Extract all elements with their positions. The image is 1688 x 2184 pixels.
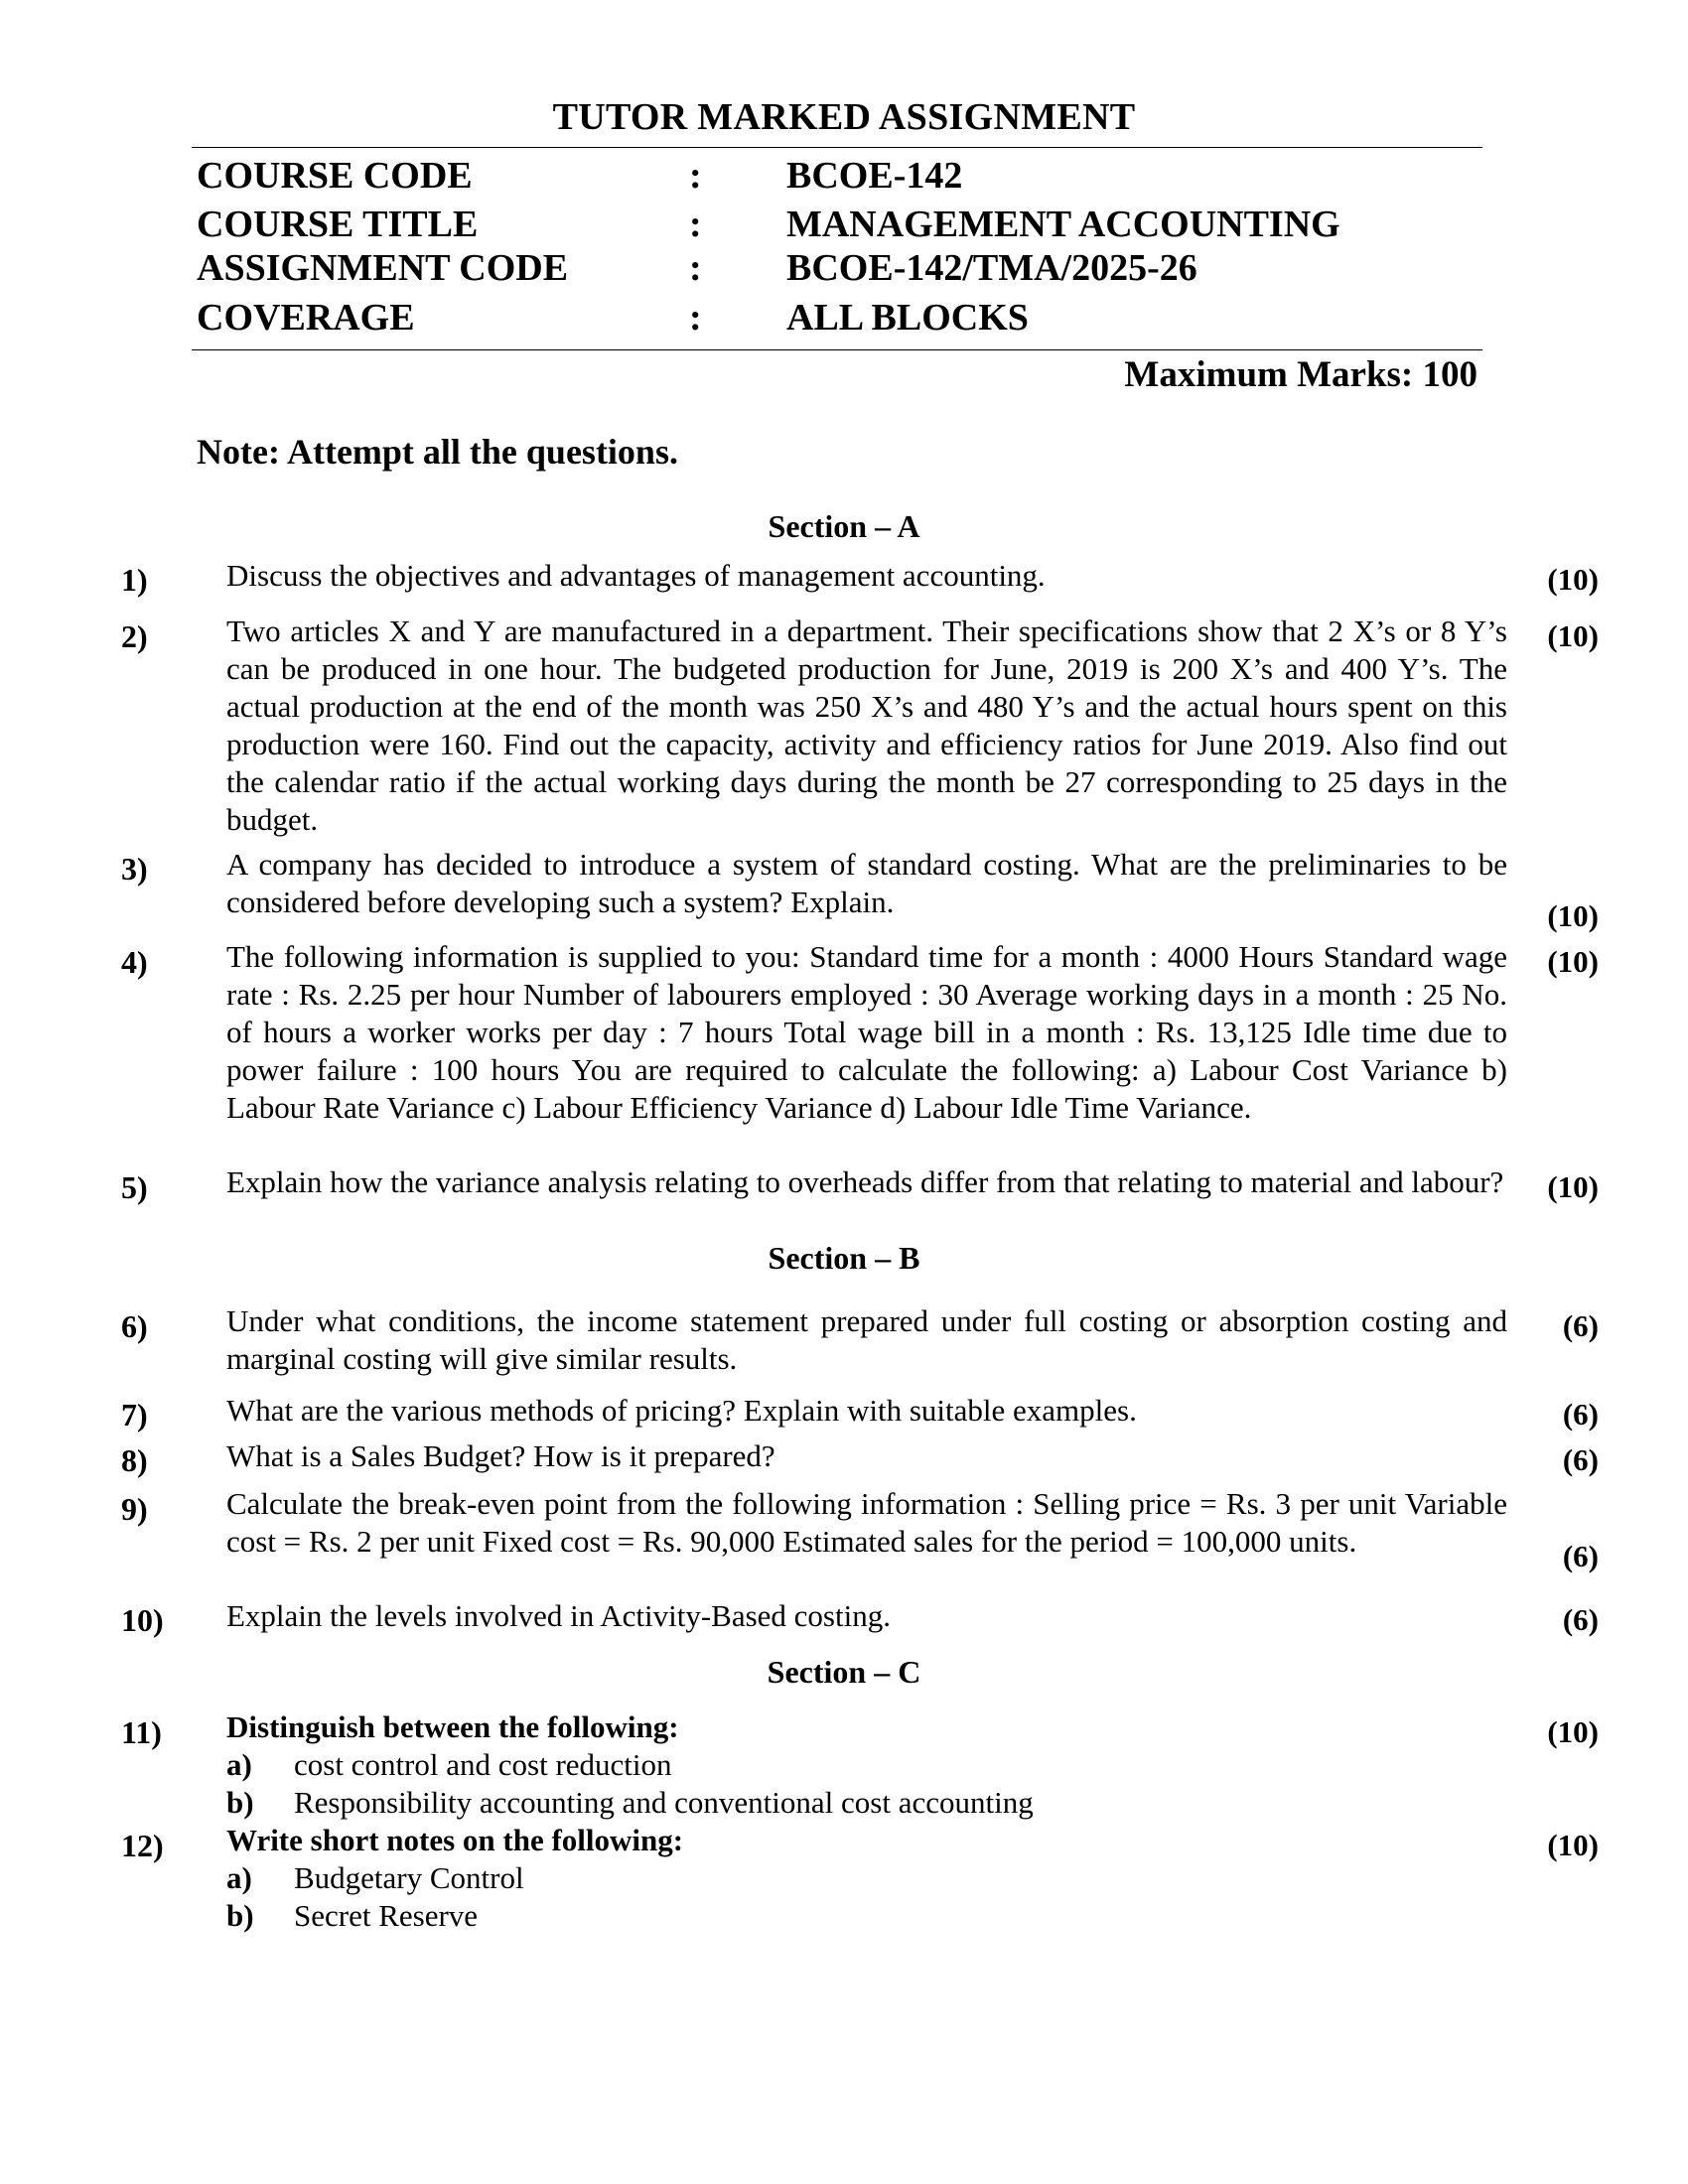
sub-item-letter: a) (226, 1747, 252, 1782)
page-title: TUTOR MARKED ASSIGNMENT (552, 96, 1136, 138)
sub-item-letter: a) (226, 1860, 252, 1895)
question-number: 7) (121, 1397, 148, 1433)
coverage-colon: : (689, 297, 702, 339)
question-marks: (10) (1547, 1714, 1599, 1749)
question-number: 10) (121, 1602, 164, 1638)
instructions-note: Note: Attempt all the questions. (197, 432, 678, 472)
coverage-value: ALL BLOCKS (786, 297, 1029, 339)
question-heading: Write short notes on the following: (226, 1823, 684, 1857)
question-heading: Distinguish between the following: (226, 1709, 679, 1744)
maximum-marks: Maximum Marks: 100 (1124, 354, 1477, 395)
question-text: Explain the levels involved in Activity-Based costing. (226, 1598, 891, 1633)
question-number: 12) (121, 1828, 164, 1863)
question-text: The following information is supplied to you: Standard time for a month : 4000 Hours Standard wage rate : Rs. 2.25 per hour Number of labourers employed : 30 Average working days in a month : 25 No. of hours a worker works per day : 7 hours Total wage bill in a month : Rs. 13,125 Idle time due to power failure : 100 hours You are required to calculate the following: a) Labour Cost Variance b) Labour Rate Variance c) Labour Efficiency Variance d) Labour Idle Time Variance. (226, 939, 1507, 1125)
question-text: Two articles X and Y are manufactured in a department. Their specifications show that 2 X’s or 8 Y’s can be produced in one hour. The budgeted production for June, 2019 is 200 X’s and 400 Y’s. The actual production at the end of the month was 250 X’s and 480 Y’s and the actual hours spent on this production were 160. Find out the capacity, activity and efficiency ratios for June 2019. Also find out the calendar ratio if the actual working days during the month be 27 corresponding to 25 days in the budget. (226, 614, 1507, 837)
question-marks: (6) (1562, 1602, 1599, 1637)
question-marks: (10) (1547, 944, 1599, 979)
question-marks: (10) (1547, 1169, 1599, 1204)
question-number: 1) (121, 562, 148, 598)
question-number: 6) (121, 1308, 148, 1344)
question-number: 5) (121, 1169, 148, 1205)
question-marks: (10) (1547, 1828, 1599, 1862)
question-marks: (6) (1562, 1308, 1599, 1343)
coverage-label: COVERAGE (197, 297, 415, 339)
question-number: 4) (121, 944, 148, 980)
question-number: 11) (121, 1714, 162, 1750)
sub-item-letter: b) (226, 1898, 254, 1933)
question-marks: (10) (1547, 618, 1599, 653)
question-text: Explain how the variance analysis relating to overheads differ from that relating to material and labour? (226, 1164, 1504, 1199)
question-text: A company has decided to introduce a system of standard costing. What are the preliminaries to be considered before developing such a system? Explain. (226, 847, 1507, 919)
course-code-colon: : (689, 155, 702, 197)
question-text: What is a Sales Budget? How is it prepared? (226, 1438, 775, 1473)
question-number: 3) (121, 851, 148, 887)
question-text: Calculate the break-even point from the following information : Selling price = Rs. 3 per unit Variable cost = Rs. 2 per unit Fixed cost = Rs. 90,000 Estimated sales for the period = 100,000 units. (226, 1486, 1507, 1559)
section-c-heading: Section – C (767, 1654, 921, 1690)
question-text: What are the various methods of pricing? Explain with suitable examples. (226, 1393, 1137, 1428)
assignment-code-label: ASSIGNMENT CODE (197, 247, 569, 289)
question-marks: (6) (1562, 1442, 1599, 1477)
course-title-label: COURSE TITLE (197, 204, 479, 245)
section-b-heading: Section – B (768, 1240, 920, 1276)
section-a-heading: Section – A (768, 508, 920, 544)
header-top-rule (192, 147, 1482, 148)
course-title-value: MANAGEMENT ACCOUNTING (786, 204, 1340, 245)
sub-item-text: cost control and cost reduction (294, 1747, 672, 1782)
sub-item-text: Budgetary Control (294, 1860, 524, 1895)
course-code-value: BCOE-142 (786, 155, 963, 197)
sub-item-text: Responsibility accounting and conventional cost accounting (294, 1785, 1034, 1820)
question-number: 9) (121, 1491, 148, 1527)
assignment-code-colon: : (689, 247, 702, 289)
question-marks: (6) (1562, 1539, 1599, 1573)
assignment-code-value: BCOE-142/TMA/2025-26 (786, 247, 1197, 289)
course-title-colon: : (689, 204, 702, 245)
header-bottom-rule (192, 349, 1482, 350)
question-number: 2) (121, 618, 148, 654)
question-marks: (10) (1547, 562, 1599, 597)
sub-item-letter: b) (226, 1785, 254, 1820)
question-number: 8) (121, 1442, 148, 1478)
sub-item-text: Secret Reserve (294, 1898, 479, 1933)
question-marks: (10) (1547, 898, 1599, 933)
course-code-label: COURSE CODE (197, 155, 473, 197)
question-marks: (6) (1562, 1397, 1599, 1432)
question-text: Discuss the objectives and advantages of management accounting. (226, 558, 1046, 593)
question-text: Under what conditions, the income statement prepared under full costing or absorption costing and marginal costing will give similar results. (226, 1303, 1507, 1376)
